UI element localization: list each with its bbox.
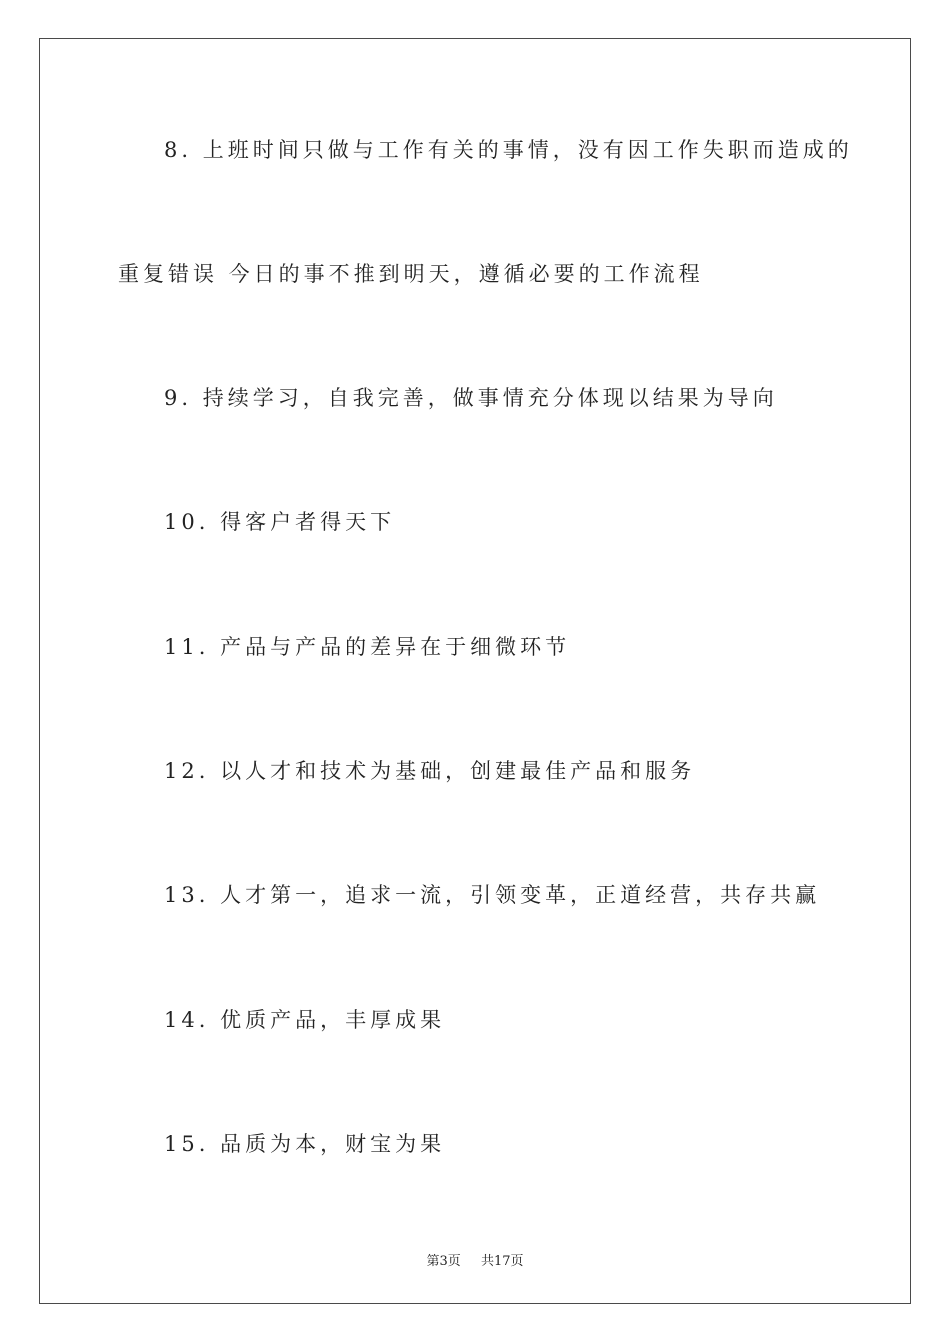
page-footer [0,1250,950,1269]
paragraph-item-15: 15. 品质为本，财宝为果 [164,1132,446,1156]
paragraph-item-10: 10. 得客户者得天下 [164,510,396,534]
paragraph-item-9: 9. 持续学习，自我完善，做事情充分体现以结果为导向 [164,386,778,410]
paragraph-item-12: 12. 以人才和技术为基础，创建最佳产品和服务 [164,759,696,783]
paragraph-item-11: 11. 产品与产品的差异在于细微环节 [164,635,571,659]
paragraph-item-13: 13. 人才第一，追求一流，引领变革，正道经营，共存共赢 [164,883,821,907]
page-number: 第3页 [426,1254,461,1269]
page-total: 共17页 [480,1254,524,1269]
paragraph-item-8: 8. 上班时间只做与工作有关的事情，没有因工作失职而造成的 [164,138,853,162]
paragraph-item-14: 14. 优质产品，丰厚成果 [164,1008,446,1032]
paragraph-item-8-continuation: 重复错误 今日的事不推到明天，遵循必要的工作流程 [118,262,704,286]
page-border [39,38,911,1304]
